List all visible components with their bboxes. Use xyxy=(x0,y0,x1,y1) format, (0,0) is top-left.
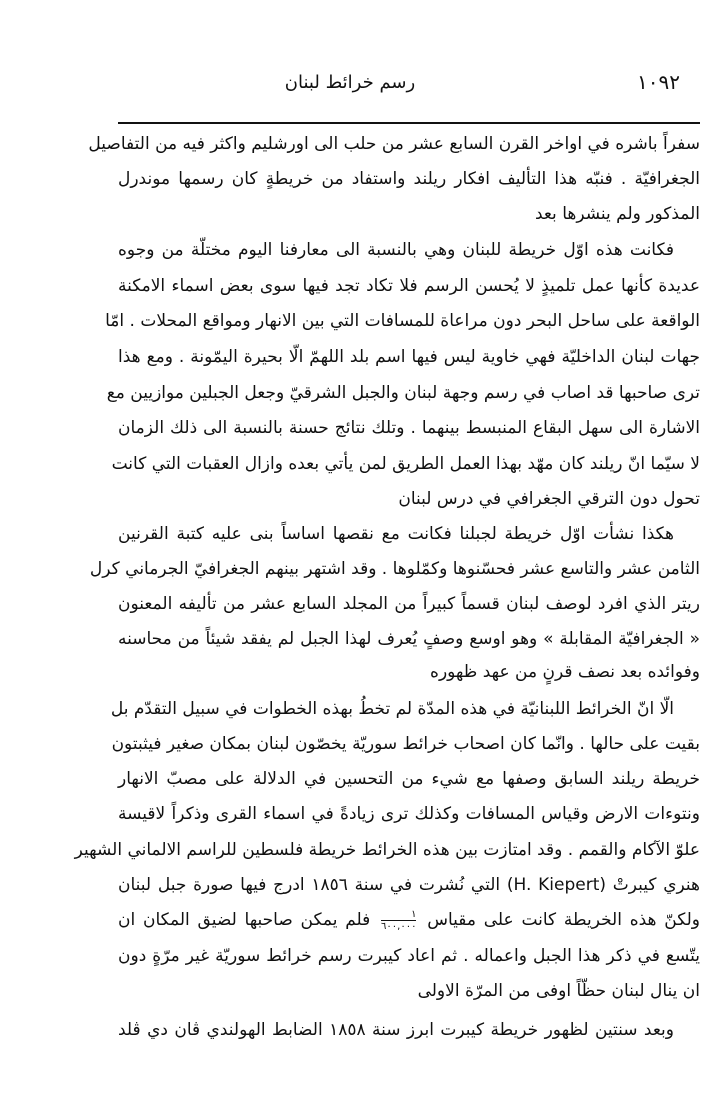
text-line xyxy=(118,908,700,932)
text-line: ان ينال لبنان حظّاً اوفى من المرّة الاولى xyxy=(417,981,700,1001)
text-line: علوّ الآكام والقمم . وقد امتازت بين هذه الخرائط خريطة فلسطين للراسم الالماني الشهير xyxy=(74,840,700,860)
text-line: الثامن عشر والتاسع عشر فحسّنوها وكمّلوها . وقد اشتهر بينهم الجغرافيّ الجرماني كرل xyxy=(89,559,700,579)
text-line: خريطة ريلند السابق وصفها مع شيء من التحسين في الدلالة على مصبّ الانهار xyxy=(118,769,700,789)
text-line: هكذا نشأت اوّل خريطة لجبلنا فكانت مع نقصها اساساً بنى عليه كتبة القرنين xyxy=(118,524,674,544)
text-line: تحول دون الترقي الجغرافي في درس لبنان xyxy=(398,489,700,509)
fraction-denominator: ٦٠٠,٠٠٠ xyxy=(381,920,417,932)
text-line: وفوائده بعد نصف قرنٍ من عهد ظهوره xyxy=(430,662,700,682)
text-line: عديدة كأنها عمل تلميذٍ لا يُحسن الرسم فلا تكاد تجد فيها سوى بعض اسماء الامكنة xyxy=(118,276,700,296)
text-line: بقيت على حالها . وانّما كان اصحاب خرائط سوريّة يخصّون لبنان بمكان صغير فيثبتون xyxy=(111,734,700,754)
text-line: ترى صاحبها قد اصاب في رسم وجهة لبنان والجبل الشرقيّ وجعل الجبلين موازيين مع xyxy=(106,383,700,403)
text-line: فكانت هذه اوّل خريطة للبنان وهي بالنسبة الى معارفنا اليوم مختلّة من وجوه xyxy=(118,240,674,260)
text-line: جهات لبنان الداخليّة فهي خاوية ليس فيها اسم بلد اللهمّ الّا بحيرة اليمّونة . ومع هذا xyxy=(118,347,700,367)
text-line: الجغرافيّة . فنبّه هذا التأليف افكار ريلند واستفاد من خريطةٍ كان رسمها موندرل xyxy=(118,169,700,189)
text-segment: فلم يمكن صاحبها لضيق المكان ان xyxy=(118,910,371,930)
text-line: الّا انّ الخرائط اللبنانيّة في هذه المدّة لم تخطُ بهذه الخطوات في سبيل التقدّم بل xyxy=(110,699,674,719)
text-line: الاشارة الى سهل البقاع المنبسط بينهما . وتلك نتائج حسنة بالنسبة الى ذلك الزمان xyxy=(118,418,700,438)
text-line: الواقعة على ساحل البحر دون مراعاة للمسافات التي بين الانهار ومواقع المحلات . امّا xyxy=(105,311,700,331)
text-line: هنري كيبرتْ (H. Kiepert) التي نُشرت في سنة ١٨٥٦ ادرج فيها صورة جبل لبنان xyxy=(118,875,701,895)
scale-fraction xyxy=(381,909,416,932)
header-rule xyxy=(118,122,700,124)
text-line: لا سيّما انّ ريلند كان مهّد بهذا العمل الطريق لمن يأتي بعده وازال العقبات التي كانت xyxy=(111,454,700,474)
text-line: المذكور ولم ينشرها بعد xyxy=(534,204,700,224)
running-title: رسم خرائط لبنان xyxy=(284,72,416,93)
fraction-numerator: ١ xyxy=(381,909,416,921)
text-line: سفراً باشره في اواخر القرن السابع عشر من حلب الى اورشليم واكثر فيه من التفاصيل xyxy=(88,134,700,154)
text-segment: ولكنّ هذه الخريطة كانت على مقياس xyxy=(427,910,700,930)
text-line: « الجغرافيّة المقابلة » وهو اوسع وصفٍ يُعرف لهذا الجبل لم يفقد شيئاً من محاسنه xyxy=(118,629,700,649)
text-line: وبعد سنتين لظهور خريطة كيبرت ابرز سنة ١٨٥٨ الضابط الهولندي ڤان دي ڤلد xyxy=(118,1020,674,1040)
page-number: ١٠٩٢ xyxy=(637,70,680,94)
text-line: ريتر الذي افرد لوصف لبنان قسماً كبيراً من المجلد السابع عشر من تأليفه المعنون xyxy=(118,594,700,614)
text-line: يتّسع في ذكر هذا الجبل واعماله . ثم اعاد كيبرت رسم خرائط سوريّة غير مرّةٍ دون xyxy=(118,946,700,966)
text-line: ونتوءات الارض وقياس المسافات وكذلك ترى زيادةً في اسماء القرى وذكراً لاقيسة xyxy=(118,804,700,824)
